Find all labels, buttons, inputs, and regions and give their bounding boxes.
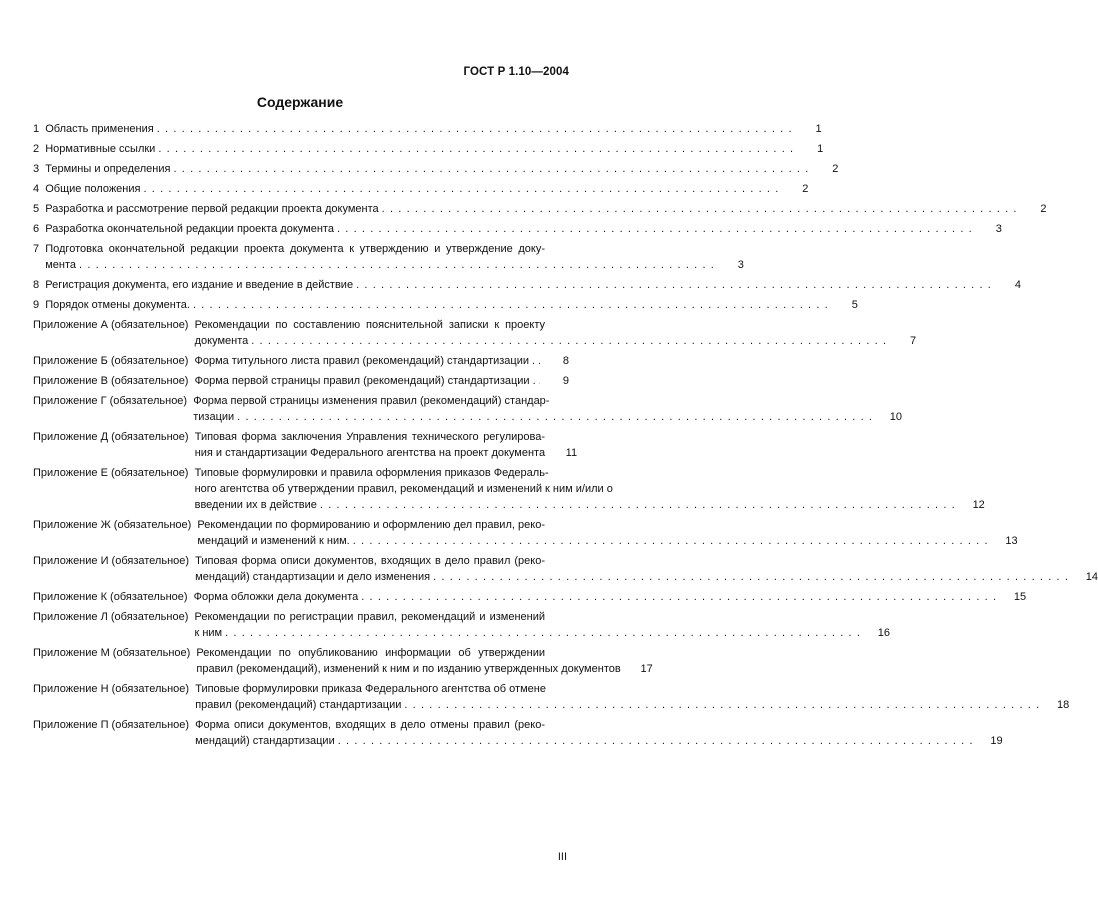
dot-leader: . . . . . . . . . . . . . . . . . . . . . . . . . . . . . . . . . . . . . . . . . . . . . . . . . . . . . . . . . . . . . . . . . . . . . . . . . . . . . (356, 279, 992, 291)
toc-entry-text: Общие положения (45, 183, 141, 195)
dot-leader: . . . . . . . . . . . . . . . . . . . . . . . . . . . . . . . . . . . . . . . . . . . . . . . . . . . . . . . . . . . . . . . . . . . . . . . . . . . . . (143, 183, 780, 195)
toc-entry-line (194, 353, 569, 369)
toc-entry-text: мента (45, 259, 77, 271)
toc-entry-body (45, 201, 1047, 217)
toc-entry-text: Область применения (45, 123, 154, 135)
toc-entry-label: 3 (33, 163, 46, 175)
toc-entry-body (195, 373, 569, 389)
toc-entry-line (45, 277, 1021, 293)
toc-entry-text: Форма титульного листа правил (рекомендаций) стандартизации . (194, 355, 536, 367)
toc-entry-line (195, 697, 1070, 713)
toc-entry-line (195, 717, 569, 733)
toc-entry-line (195, 681, 569, 697)
dot-leader: . . . . . . . . . . . . . . . . . . . . . . . . . . . . . . . . . . . . . . . . . . . . . . . . . . . . . . . . . . . . . . . . . . . . . . . . . . . . . (404, 699, 1041, 711)
toc-page-number: 3 (737, 259, 744, 271)
toc-entry-body (195, 553, 1098, 585)
toc-entry-body (194, 609, 891, 641)
toc-entry-text: тизации (193, 411, 235, 423)
toc-entry-text: Рекомендации по регистрации правил, рекомендаций и изменений (194, 611, 545, 623)
toc-entry-text: мендаций и изменений к ним. (197, 535, 350, 547)
toc-entry-line (197, 517, 569, 533)
toc-entry[interactable] (33, 221, 1002, 237)
toc-entry-body (194, 465, 985, 513)
toc-entry-text: правил (рекомендаций) стандартизации (195, 699, 402, 711)
dot-leader: . . . . . . . . . . . . . . . . . . . . . . . . . . . . . . . . . . . . . . . . . . . . . . . . . . . . . . . . . . . . . . . . . . . . . . . . . . . . . (352, 535, 989, 547)
toc-page-number: 1 (817, 143, 824, 155)
toc-entry-line (194, 445, 578, 461)
toc-page-number: 10 (889, 411, 903, 423)
dot-leader: . . . . . . . . . . . . . . . . . . . . . . . . . . . . . . . . . . . . . . . . . . . . . . . . . . . . . . . . . . . . . . . . . . . . . . . . . . . . . (79, 259, 715, 271)
toc-entry-label: Приложение В (обязательное) (33, 375, 195, 387)
toc-entry-body (45, 241, 744, 273)
toc-entry-label: Приложение М (обязательное) (33, 647, 197, 659)
toc-entry-label: Приложение Л (обязательное) (33, 611, 195, 623)
toc-entry-body (45, 121, 822, 137)
toc-entry-body (45, 277, 1021, 293)
toc-entry-body (193, 589, 1027, 605)
toc-entry[interactable] (33, 161, 839, 177)
dot-leader: . . . . . . . . . . . . . . . . . . . . . . . . . . . . . . . . . . . . . . . . . . . . . . . . . . . . . . . . . . . . . . . . . . . . . . . . . . . . . (319, 499, 956, 511)
toc-entry[interactable] (33, 609, 891, 641)
toc-entry-line (45, 121, 822, 137)
toc-entry-text: Типовая форма заключения Управления технического регулирова- (194, 431, 545, 443)
toc-entry-label: Приложение П (обязательное) (33, 719, 196, 731)
document-code-header: ГОСТ Р 1.10—2004 (463, 66, 569, 78)
toc-entry-line (45, 241, 569, 257)
toc-entry-body (197, 517, 1018, 549)
toc-entry-text: Рекомендации по формированию и оформлению дел правил, реко- (197, 519, 545, 531)
toc-entry-line (194, 625, 891, 641)
toc-entry-text: Подготовка окончательной редакции проекта документа к утверждению и утверждение доку- (45, 243, 545, 255)
toc-page-number: 1 (815, 123, 822, 135)
toc-entry-line (195, 733, 1003, 749)
toc-entry-label: 1 (33, 123, 46, 135)
toc-entry-text: Регистрация документа, его издание и введение в действие (45, 279, 354, 291)
toc-entry-line (45, 181, 809, 197)
toc-entry-text: Нормативные ссылки (45, 143, 156, 155)
toc-entry-line (196, 645, 569, 661)
toc-entry-line (45, 141, 824, 157)
toc-entry-text: Форма обложки дела документа (193, 591, 359, 603)
toc-entry-body (195, 681, 1070, 713)
dot-leader: . . . . . . . . . . . . . . . . . . . . . . . . . . . . . . . . . . . . . . . . . . . . . . . . . . . . . . . . . . . . . . . . . . . . . . . . . . . . . (433, 571, 1069, 583)
toc-entry-text: Рекомендации по составлению пояснительной записки к проекту (194, 319, 545, 331)
toc-page-number: 5 (851, 299, 858, 311)
dot-leader: . . . . . . . . . . . . . . . . . . . . . . . . . . . . . . . . . . . . . . . . . . . . . . . . . . . . . . . . . . . . . . . . . . . . . . . . . . . . . (381, 203, 1018, 215)
toc-entry-text: Типовая форма описи документов, входящих в дело правил (реко- (195, 555, 545, 567)
toc-entry-body (45, 297, 858, 313)
toc-entry[interactable] (33, 141, 824, 157)
toc-entry-text: Типовые формулировки приказа Федерального агентства об отмене (195, 683, 546, 695)
dot-leader (539, 373, 540, 389)
toc-entry-text: Форма описи документов, входящих в дело отмены правил (реко- (195, 719, 545, 731)
toc-entry-line (196, 661, 653, 677)
toc-entry-label: Приложение Ж (обязательное) (33, 519, 198, 531)
toc-entry-line (45, 257, 744, 273)
toc-entry-line (45, 221, 1002, 237)
page-number: III (557, 851, 567, 863)
toc-page-number: 12 (972, 499, 985, 511)
toc-entry-text: введении их в действие (194, 499, 317, 511)
toc-page-number: 8 (562, 355, 569, 367)
toc-entry[interactable] (33, 717, 1003, 749)
toc-page-number: 2 (802, 183, 809, 195)
toc-entry-text: Разработка и рассмотрение первой редакции проекта документа (45, 203, 379, 215)
toc-entry-body (195, 717, 1003, 749)
toc-entry[interactable] (33, 553, 1098, 585)
toc-entry[interactable] (33, 241, 744, 273)
table-of-contents (33, 121, 1098, 749)
toc-entry-line (45, 161, 839, 177)
toc-entry-line (197, 533, 1018, 549)
toc-page-number: 4 (1014, 279, 1021, 291)
dot-leader: . . . . . . . . . . . . . . . . . . . . . . . . . . . . . . . . . . . . . . . . . . . . . . . . . . . . . . . . . . . . . . . . . . . . . . . . . . . . . (192, 299, 829, 311)
toc-entry[interactable] (33, 353, 569, 369)
toc-entry-line (45, 201, 1047, 217)
toc-page-number: 17 (640, 663, 653, 675)
toc-entry-line (195, 553, 569, 569)
toc-entry-line (194, 609, 569, 625)
toc-entry-label: 8 (33, 279, 46, 291)
toc-entry-body (45, 141, 824, 157)
dot-leader: . . . . . . . . . . . . . . . . . . . . . . . . . . . . . . . . . . . . . . . . . . . . . . . . . . . . . . . . . . . . . . . . . . . . . . . . . . . . . (361, 591, 998, 603)
toc-entry-body (194, 429, 578, 461)
toc-page-number: 18 (1057, 699, 1070, 711)
toc-entry-body (45, 161, 839, 177)
toc-entry-line (195, 373, 569, 389)
dot-leader: . . . . . . . . . . . . . . . . . . . . . . . . . . . . . . . . . . . . . . . . . . . . . . . . . . . . . . . . . . . . . . . . . . . . . . . . . . . . . (225, 627, 862, 639)
toc-entry[interactable] (33, 121, 822, 137)
toc-entry-line (195, 569, 1098, 585)
toc-entry-line (193, 589, 1027, 605)
toc-entry-label: 4 (33, 183, 46, 195)
toc-page-number: 3 (995, 223, 1002, 235)
toc-entry[interactable] (33, 317, 917, 349)
toc-entry-label: Приложение К (обязательное) (33, 591, 194, 603)
toc-entry-label: Приложение Н (обязательное) (33, 683, 196, 695)
toc-page-number: 15 (1013, 591, 1027, 603)
toc-entry[interactable] (33, 645, 653, 677)
toc-page-number: 16 (877, 627, 891, 639)
toc-entry-label: Приложение Е (обязательное) (33, 467, 195, 479)
toc-entry-label: 7 (33, 243, 46, 255)
toc-entry-line (195, 465, 569, 481)
toc-entry[interactable] (33, 393, 903, 425)
toc-entry-text: ния и стандартизации Федерального агентства на проект документа (194, 447, 546, 459)
toc-entry-line (195, 429, 569, 445)
toc-page-number: 2 (832, 163, 839, 175)
toc-entry-text: ного агентства об утверждении правил, рекомендаций и изменений к ним и/или о (194, 483, 613, 495)
toc-entry-line (193, 409, 903, 425)
toc-entry-text: к ним (194, 627, 223, 639)
toc-entry-line (45, 297, 858, 313)
toc-entry-text: Разработка окончательной редакции проекта документа (45, 223, 334, 235)
toc-page-number: 7 (910, 335, 917, 347)
toc-entry[interactable] (33, 201, 1047, 217)
toc-entry[interactable] (33, 517, 1018, 549)
toc-entry-line (194, 333, 917, 349)
toc-entry-body (196, 645, 653, 677)
dot-leader: . . . . . . . . . . . . . . . . . . . . . . . . . . . . . . . . . . . . . . . . . . . . . . . . . . . . . . . . . . . . . . . . . . . . . . . . . . . . . (337, 735, 974, 747)
toc-entry[interactable] (33, 277, 1021, 293)
toc-page-number: 2 (1040, 203, 1047, 215)
dot-leader: . . . . . . . . . . . . . . . . . . . . . . . . . . . . . . . . . . . . . . . . . . . . . . . . . . . . . . . . . . . . . . . . . . . . . . . . . . . . . (173, 163, 810, 175)
dot-leader: . . . . . . . . . . . . . . . . . . . . . . . . . . . . . . . . . . . . . . . . . . . . . . . . . . . . . . . . . . . . . . . . . . . . . . . . . . . . . (156, 123, 793, 135)
toc-entry-text: документа (194, 335, 249, 347)
toc-entry-text: Термины и определения (45, 163, 171, 175)
toc-entry-label: Приложение И (обязательное) (33, 555, 196, 567)
toc-entry-label: Приложение Г (обязательное) (33, 395, 194, 407)
toc-entry-text: Типовые формулировки и правила оформления приказов Федераль- (194, 467, 549, 479)
toc-entry[interactable] (33, 429, 578, 461)
dot-leader: . . . . . . . . . . . . . . . . . . . . . . . . . . . . . . . . . . . . . . . . . . . . . . . . . . . . . . . . . . . . . . . . . . . . . . . . . . . . . (251, 335, 888, 347)
toc-entry[interactable] (33, 465, 985, 513)
toc-entry-label: 2 (33, 143, 46, 155)
toc-page-number: 14 (1085, 571, 1098, 583)
toc-entry-text: мендаций) стандартизации (195, 735, 335, 747)
toc-entry-label: 6 (33, 223, 46, 235)
dot-leader (538, 353, 540, 369)
toc-entry-text: Форма первой страницы правил (рекомендаций) стандартизации . (194, 375, 536, 387)
toc-entry-body (194, 353, 569, 369)
dot-leader: . . . . . . . . . . . . . . . . . . . . . . . . . . . . . . . . . . . . . . . . . . . . . . . . . . . . . . . . . . . . . . . . . . . . . . . . . . . . . (237, 411, 874, 423)
toc-entry-text: мендаций) стандартизации и дело изменения (195, 571, 431, 583)
toc-entry[interactable] (33, 681, 1070, 713)
toc-entry-text: Форма первой страницы изменения правил (рекомендаций) стандар- (193, 395, 550, 407)
toc-page-number: 19 (990, 735, 1003, 747)
toc-entry-text: Рекомендации по опубликованию информации об утверждении (196, 647, 545, 659)
dot-leader: . . . . . . . . . . . . . . . . . . . . . . . . . . . . . . . . . . . . . . . . . . . . . . . . . . . . . . . . . . . . . . . . . . . . . . . . . . . . . (158, 143, 795, 155)
toc-entry[interactable] (33, 297, 858, 313)
toc-page-number: 13 (1005, 535, 1018, 547)
toc-entry-label: Приложение А (обязательное) (33, 319, 195, 331)
toc-entry[interactable] (33, 181, 809, 197)
toc-entry-line (194, 497, 985, 513)
toc-entry-line (193, 393, 569, 409)
toc-entry-label: 5 (33, 203, 46, 215)
toc-page-number: 9 (562, 375, 569, 387)
toc-entry-body (45, 181, 809, 197)
toc-entry-line (195, 317, 569, 333)
toc-entry-text: правил (рекомендаций), изменений к ним и по изданию утвержденных документов (196, 663, 621, 675)
dot-leader: . . . . . . . . . . . . . . . . . . . . . . . . . . . . . . . . . . . . . . . . . . . . . . . . . . . . . . . . . . . . . . . . . . . . . . . . . . . . . (336, 223, 973, 235)
toc-page-number: 11 (565, 447, 578, 459)
toc-entry-label: Приложение Б (обязательное) (33, 355, 195, 367)
toc-entry-label: 9 (33, 299, 46, 311)
toc-entry[interactable] (33, 373, 569, 389)
toc-entry-line (194, 481, 613, 497)
toc-entry-body (193, 393, 903, 425)
toc-entry-label: Приложение Д (обязательное) (33, 431, 195, 443)
page-title: Содержание (256, 94, 344, 110)
toc-entry[interactable] (33, 589, 1027, 605)
toc-entry-body (194, 317, 917, 349)
toc-entry-body (45, 221, 1002, 237)
toc-entry-text: Порядок отмены документа. (45, 299, 190, 311)
